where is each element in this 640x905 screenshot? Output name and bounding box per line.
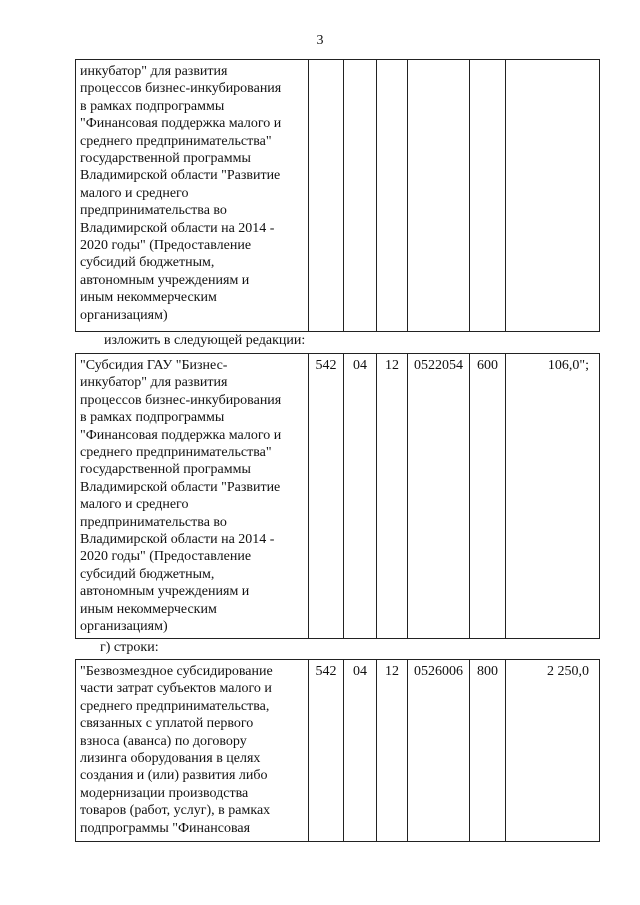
description-line: 2020 годы" (Предоставление	[80, 549, 252, 565]
description-line: автономным учреждениям и	[80, 272, 250, 288]
description-line: организациям)	[80, 619, 168, 635]
description-line: в рамках подпрограммы	[80, 98, 225, 114]
cell-target-article	[408, 60, 470, 332]
cell-expense-type: 800	[470, 660, 506, 842]
description-line: "Субсидия ГАУ "Бизнес-	[80, 358, 228, 373]
description-line: Владимирской области "Развитие	[80, 168, 281, 184]
description-line: 2020 годы" (Предоставление	[80, 238, 252, 254]
cell-expense-type	[470, 60, 506, 332]
description-line: взноса (аванса) по договору	[80, 733, 247, 749]
description-line: малого и среднего	[80, 185, 189, 201]
cell-expense-type: 600	[470, 354, 506, 639]
page-number: 3	[316, 33, 324, 48]
cell-admin-code: 542	[309, 354, 344, 639]
cell-admin-code: 542	[309, 660, 344, 842]
cell-subsection: 12	[377, 660, 408, 842]
description-line: Владимирской области на 2014 -	[80, 532, 275, 548]
description-line: субсидий бюджетным,	[80, 566, 215, 582]
description-line: государственной программы	[80, 151, 251, 167]
connector-text: г) строки:	[100, 640, 159, 655]
description-line: "Безвозмездное субсидирование	[80, 664, 273, 679]
description-line: инкубатор" для развития	[80, 64, 228, 79]
description-line: иным некоммерческим	[80, 601, 217, 617]
description-line: организациям)	[80, 307, 168, 323]
cell-target-article: 0526006	[408, 660, 470, 842]
table-row	[76, 660, 600, 842]
description-line: модернизации производства	[80, 785, 249, 801]
description-line: предпринимательства во	[80, 514, 227, 530]
cell-admin-code	[309, 60, 344, 332]
description-line: среднего предпринимательства"	[80, 133, 272, 149]
budget-table-block-3	[75, 659, 600, 842]
description-line: предпринимательства во	[80, 203, 227, 219]
description-line: субсидий бюджетным,	[80, 255, 215, 271]
description-line: среднего предпринимательства,	[80, 698, 270, 714]
description-line: процессов бизнес-инкубирования	[80, 392, 282, 408]
description-line: среднего предпринимательства"	[80, 445, 272, 461]
description-line: государственной программы	[80, 462, 251, 478]
budget-table-block-1	[75, 59, 600, 332]
description-line: связанных с уплатой первого	[80, 716, 254, 732]
cell-section	[344, 60, 377, 332]
cell-target-article: 0522054	[408, 354, 470, 639]
cell-amount	[506, 60, 600, 332]
description-line: инкубатор" для развития	[80, 375, 228, 391]
cell-amount: 2 250,0	[506, 660, 600, 842]
description-line: товаров (работ, услуг), в рамках	[80, 803, 271, 819]
description-line: иным некоммерческим	[80, 290, 217, 306]
connector-text: изложить в следующей редакции:	[104, 333, 306, 348]
cell-subsection	[377, 60, 408, 332]
row-description	[76, 60, 309, 332]
description-line: автономным учреждениям и	[80, 584, 250, 600]
description-line: в рамках подпрограммы	[80, 410, 225, 426]
table-row	[76, 354, 600, 639]
cell-section: 04	[344, 354, 377, 639]
description-line: Владимирской области "Развитие	[80, 479, 281, 495]
description-line: "Финансовая поддержка малого и	[80, 427, 282, 443]
cell-section: 04	[344, 660, 377, 842]
description-line: подпрограммы "Финансовая	[80, 820, 251, 836]
description-line: Владимирской области на 2014 -	[80, 220, 275, 236]
description-line: части затрат субъектов малого и	[80, 681, 272, 697]
table-row	[76, 60, 600, 332]
cell-subsection: 12	[377, 354, 408, 639]
description-line: лизинга оборудования в целях	[80, 751, 261, 767]
cell-amount: 106,0";	[506, 354, 600, 639]
description-line: создания и (или) развития либо	[80, 768, 268, 784]
description-line: процессов бизнес-инкубирования	[80, 81, 282, 97]
budget-table-block-2	[75, 353, 600, 639]
row-description	[76, 660, 309, 842]
description-line: "Финансовая поддержка малого и	[80, 116, 282, 132]
description-line: малого и среднего	[80, 497, 189, 513]
row-description	[76, 354, 309, 639]
